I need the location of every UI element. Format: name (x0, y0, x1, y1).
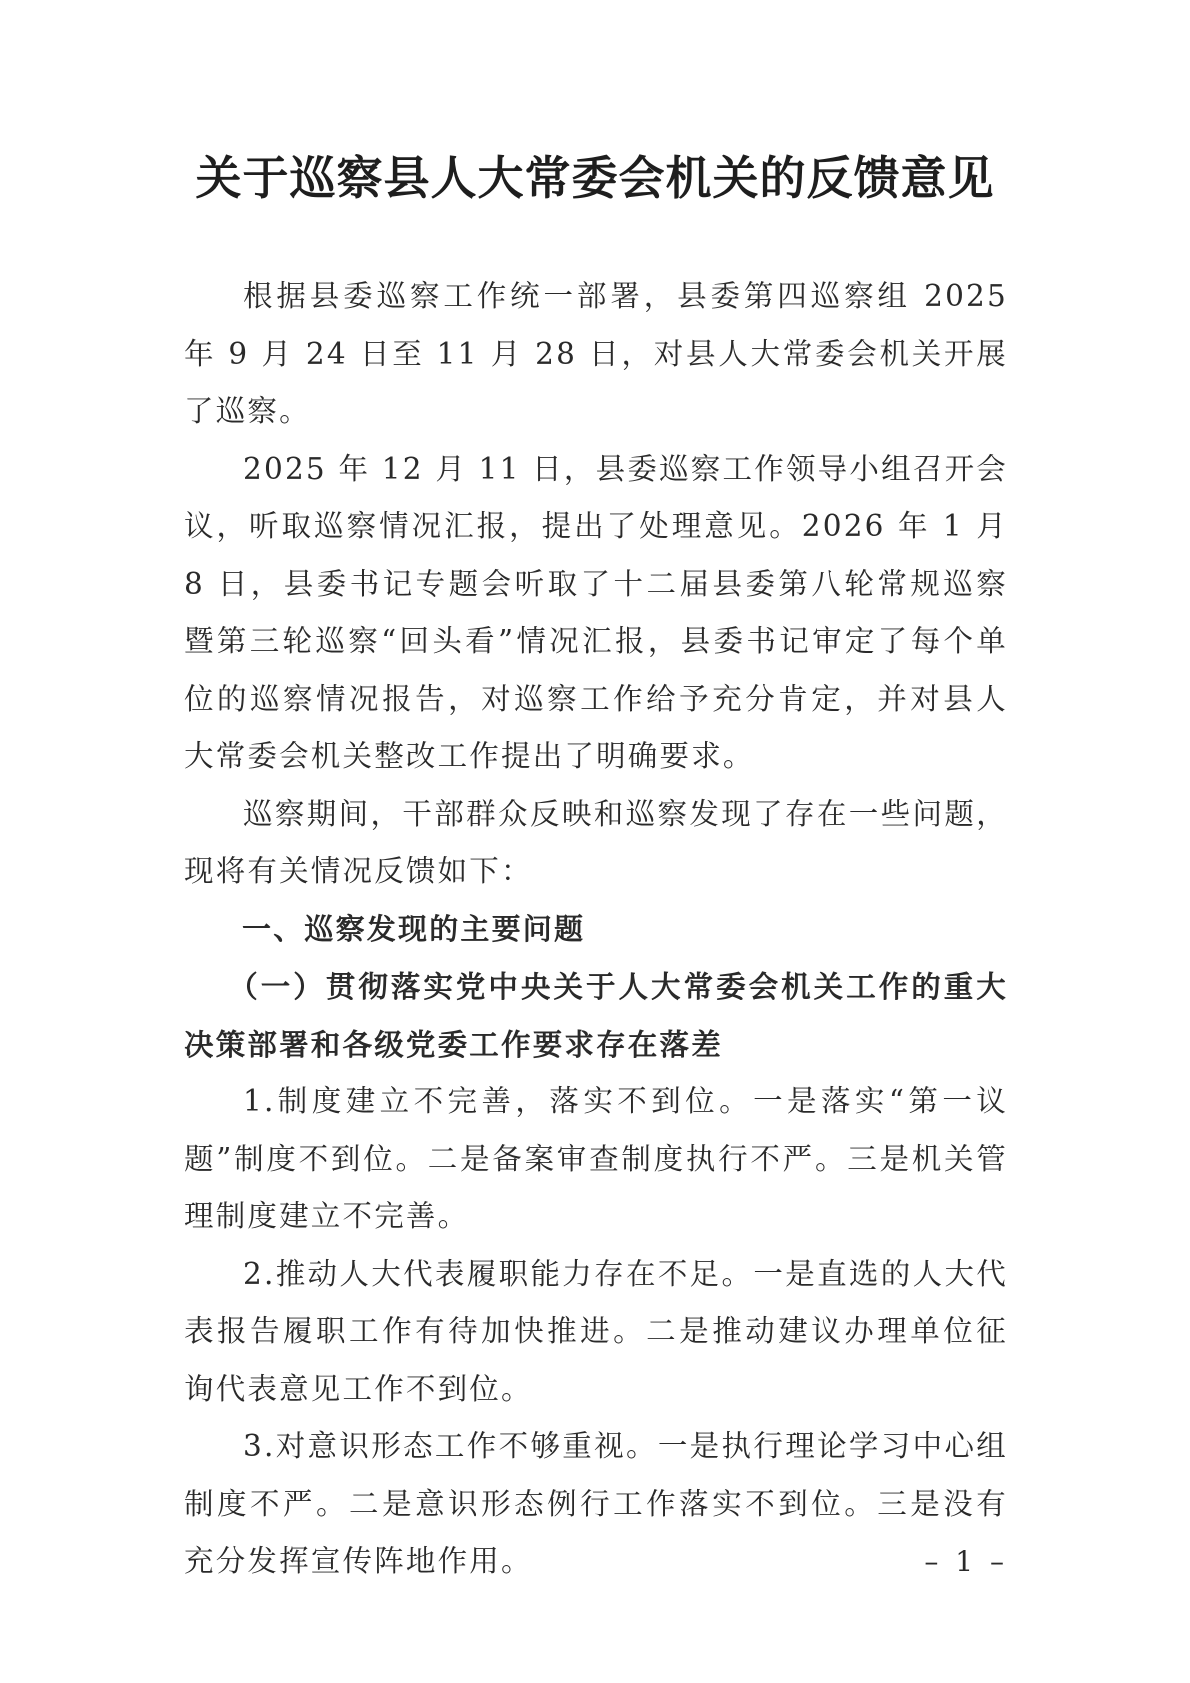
section-heading: 一、巡察发现的主要问题 (242, 911, 586, 946)
paragraph-item-1: 1.制度建立不完善，落实不到位。一是落实“第一议题”制度不到位。二是备案审查制度执行不严。三是机关管理制度建立不完善。 (184, 1084, 1008, 1233)
paragraph-meeting: 2025 年 12 月 11 日，县委巡察工作领导小组召开会议，听取巡察情况汇报，提出了处理意见。2026 年 1 月 8 日，县委书记专题会听取了十二届县委第八轮常规巡察暨第三轮巡察“回头看”情况汇报，县委书记审定了每个单位的巡察情况报告，对巡察工作给予充分肯定，并对县人大常委会机关整改工作提出了明确要求。 (184, 451, 1008, 773)
subsection-heading: （一）贯彻落实党中央关于人大常委会机关工作的重大决策部署和各级党委工作要求存在落差 (184, 969, 1008, 1062)
page-number: – 1 – (924, 1545, 1008, 1578)
document-body (184, 268, 1008, 1591)
paragraph-intro: 根据县委巡察工作统一部署，县委第四巡察组 2025 年 9 月 24 日至 11 月 28 日，对县人大常委会机关开展了巡察。 (184, 279, 1008, 428)
paragraph-feedback-lead: 巡察期间，干部群众反映和巡察发现了存在一些问题，现将有关情况反馈如下： (184, 796, 1008, 888)
paragraph-item-2: 2.推动人大代表履职能力存在不足。一是直选的人大代表报告履职工作有待加快推进。二是推动建议办理单位征询代表意见工作不到位。 (184, 1256, 1008, 1406)
paragraph-item-3: 3.对意识形态工作不够重视。一是执行理论学习中心组制度不严。二是意识形态例行工作落实不到位。三是没有充分发挥宣传阵地作用。 (184, 1429, 1008, 1578)
document-title: 关于巡察县人大常委会机关的反馈意见 (195, 151, 995, 205)
